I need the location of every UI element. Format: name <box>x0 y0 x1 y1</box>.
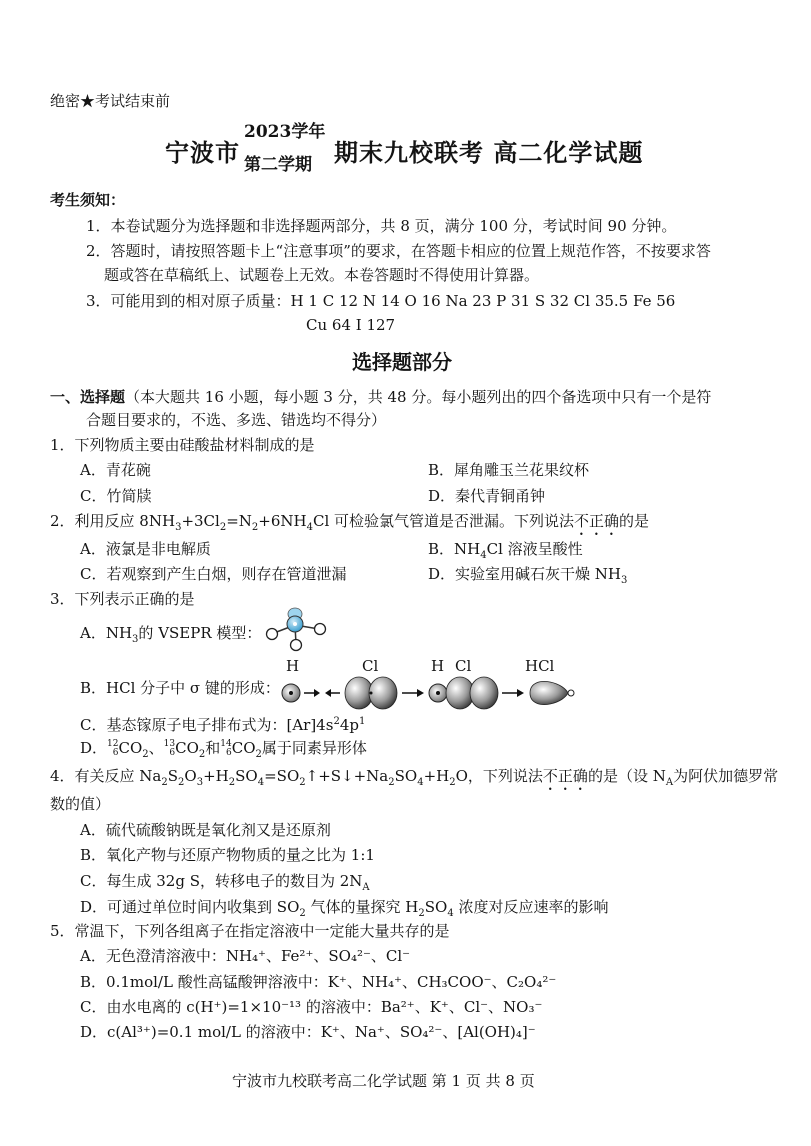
q2-stem-part: +3Cl <box>181 512 220 530</box>
q4-d-part: 浓度对反应速率的影响 <box>458 898 609 916</box>
q3-c-part: 4p <box>339 716 359 734</box>
q2-option-d: D．实验室用碱石灰干燥 $NH_3$ <box>428 565 628 586</box>
q4-stem-part: =SO <box>264 767 300 785</box>
q4-stem-part: 的是（设 N <box>587 767 666 785</box>
q2-d-part: D．实验室用碱石灰干燥 NH <box>428 565 622 583</box>
q4-option-d: D．可通过单位时间内收集到 $SO_2$ 气体的量探究 $H_2SO_4$ 浓度对反应速率的影响 <box>80 898 609 919</box>
q3-d-part: CO <box>118 739 143 757</box>
q4-stem-part: +H <box>203 767 229 785</box>
q4-stem-part: 4．有关反应 Na <box>50 767 162 785</box>
q3-d-part: CO <box>231 739 256 757</box>
notice-item-2-cont: 题或答在草稿纸上、试题卷上无效。本卷答题时不得使用计算器。 <box>104 266 540 284</box>
q3-a-part: A．NH <box>80 624 133 642</box>
q1-option-b: B．犀角雕玉兰花果纹杯 <box>428 461 590 479</box>
q3-c-part: C．基态镓原子电子排布式为：[Ar]4s <box>80 716 334 734</box>
q2-option-c: C．若观察到产生白烟，则存在管道泄漏 <box>80 565 347 583</box>
sigma-label-cl2: Cl <box>455 657 472 675</box>
q4-d-part: D．可通过单位时间内收集到 SO <box>80 898 300 916</box>
vsepr-model-image <box>262 607 334 657</box>
title-rest: 期末九校联考 高二化学试题 <box>334 138 644 167</box>
q1-stem: 1．下列物质主要由硅酸盐材料制成的是 <box>50 436 315 454</box>
q3-stem: 3．下列表示正确的是 <box>50 590 195 608</box>
sigma-label-cl: Cl <box>362 657 379 675</box>
part1-text: （本大题共 16 小题，每小题 3 分，共 48 分。每小题列出的四个备选项中只有一个是符 <box>125 388 712 406</box>
q4-d-part: 气体的量探究 H <box>310 898 419 916</box>
q1-option-c: C．竹简牍 <box>80 487 152 505</box>
part1-line1: 一、选择题（本大题共 16 小题，每小题 3 分，共 48 分。每小题列出的四个备选项中只有一个是符 <box>50 388 712 406</box>
q4-stem-cont: 数的值） <box>50 795 111 813</box>
notice-item-3: 3．可能用到的相对原子质量：H 1 C 12 N 14 O 16 Na 23 P 31 S 32 Cl 35.5 Fe 56 <box>86 292 676 310</box>
q4-stem-part: ↑+S↓+Na <box>305 767 389 785</box>
q2-b-part: Cl 溶液呈酸性 <box>486 540 583 558</box>
title-city: 宁波市 <box>165 138 240 167</box>
q3-a-part: 的 VSEPR 模型： <box>138 624 262 642</box>
q4-stem-part: 为阿伏加德罗常 <box>673 767 779 785</box>
q4-option-c: C．每生成 32g S，转移电子的数目为 $2N_A$ <box>80 872 370 893</box>
q2-option-a: A．液氯是非电解质 <box>80 540 211 558</box>
title-year: 2023学年 <box>244 122 326 142</box>
q4-stem: 4．有关反应 $Na_2S_2O_3+H_2SO_4=SO_2↑+S↓+Na_2SO_4+H_2O$，下列说法不正确的是（设 $N_A$为阿伏加德罗常 <box>50 767 779 788</box>
q2-stem-part: Cl 可检验氯气管道是否泄漏。下列说法 <box>312 512 575 530</box>
q4-stem-part: +H <box>423 767 450 785</box>
q4-stem-part: O，下列说法 <box>455 767 543 785</box>
sigma-label-hcl: HCl <box>525 657 555 675</box>
q5-option-a: A．无色澄清溶液中：NH₄⁺、Fe²⁺、SO₄²⁻、Cl⁻ <box>80 947 411 965</box>
q3-option-b: B．HCl 分子中 σ 键的形成： <box>80 679 280 697</box>
q5-option-d: D．c(Al³⁺)=0.1 mol/L 的溶液中：K⁺、Na⁺、SO₄²⁻、[Al(OH)₄]⁻ <box>80 1023 536 1041</box>
q4-stem-part: SO <box>235 767 258 785</box>
q3-d-part: 属于同素异形体 <box>261 739 367 757</box>
q5-stem: 5．常温下，下列各组离子在指定溶液中一定能大量共存的是 <box>50 922 450 940</box>
section-title: 选择题部分 <box>352 350 452 374</box>
q1-option-d: D．秦代青铜甬钟 <box>428 487 546 505</box>
q4-option-b: B．氧化产物与还原产物物质的量之比为 1:1 <box>80 846 375 864</box>
page-footer: 宁波市九校联考高二化学试题 第 1 页 共 8 页 <box>232 1072 535 1090</box>
part1-line2: 合题目要求的，不选、多选、错选均不得分） <box>86 411 387 429</box>
sigma-label-h2: H <box>431 657 445 675</box>
notice-heading: 考生须知： <box>50 191 126 209</box>
q2-stem: 2．利用反应 $8NH_3+3Cl_2=N_2+6NH_4Cl$ 可检验氯气管道是否泄漏。下列说法不正确的是 <box>50 512 650 533</box>
q2-emphasis: 不正确 <box>574 512 620 530</box>
sigma-bond-diagram <box>278 673 578 713</box>
q3-option-a: A．$NH_3$的 VSEPR 模型： <box>80 624 262 645</box>
q4-emphasis: 不正确 <box>542 767 588 785</box>
q4-c-part: C．每生成 32g S，转移电子的数目为 2N <box>80 872 363 890</box>
q4-d-part: SO <box>424 898 448 916</box>
q3-d-part: CO <box>175 739 199 757</box>
q2-stem-part: 的是 <box>619 512 650 530</box>
title-semester: 第二学期 <box>244 155 312 175</box>
q5-option-b: B．0.1mol/L 酸性高锰酸钾溶液中：K⁺、NH₄⁺、CH₃COO⁻、C₂O₄²⁻ <box>80 973 557 991</box>
q3-d-part: 和 <box>205 739 221 757</box>
notice-item-2: 2．答题时，请按照答题卡上“注意事项”的要求，在答题卡相应的位置上规范作答，不按要求答 <box>86 242 711 260</box>
q3-option-d: D．12 $6CO_2$、13 $6CO_2$和14 $6CO_2$属于同素异形体 <box>80 739 367 760</box>
q4-stem-part: SO <box>394 767 418 785</box>
q4-option-a: A．硫代硫酸钠既是氧化剂又是还原剂 <box>80 821 331 839</box>
q4-stem-part: O <box>184 767 197 785</box>
notice-item-1: 1．本卷试题分为选择题和非选择题两部分，共 8 页，满分 100 分，考试时间 90 分钟。 <box>86 217 677 235</box>
q3-option-c: C．基态镓原子电子排布式为：$[Ar]4s^24p^1$ <box>80 716 366 734</box>
q2-option-b: B．$NH_4Cl$ 溶液呈酸性 <box>428 540 583 561</box>
q2-stem-part: 2．利用反应 8NH <box>50 512 176 530</box>
q2-b-part: B．NH <box>428 540 481 558</box>
q1-option-a: A．青花碗 <box>80 461 151 479</box>
q5-option-c: C．由水电离的 c(H⁺)=1×10⁻¹³ 的溶液中：Ba²⁺、K⁺、Cl⁻、NO₃⁻ <box>80 998 543 1016</box>
notice-item-3-cont: Cu 64 I 127 <box>306 316 396 334</box>
secret-label: 绝密★考试结束前 <box>50 92 171 110</box>
sigma-label-h: H <box>286 657 300 675</box>
q3-d-part: D． <box>80 739 108 757</box>
q2-stem-part: =N <box>226 512 252 530</box>
q2-stem-part: +6NH <box>258 512 307 530</box>
